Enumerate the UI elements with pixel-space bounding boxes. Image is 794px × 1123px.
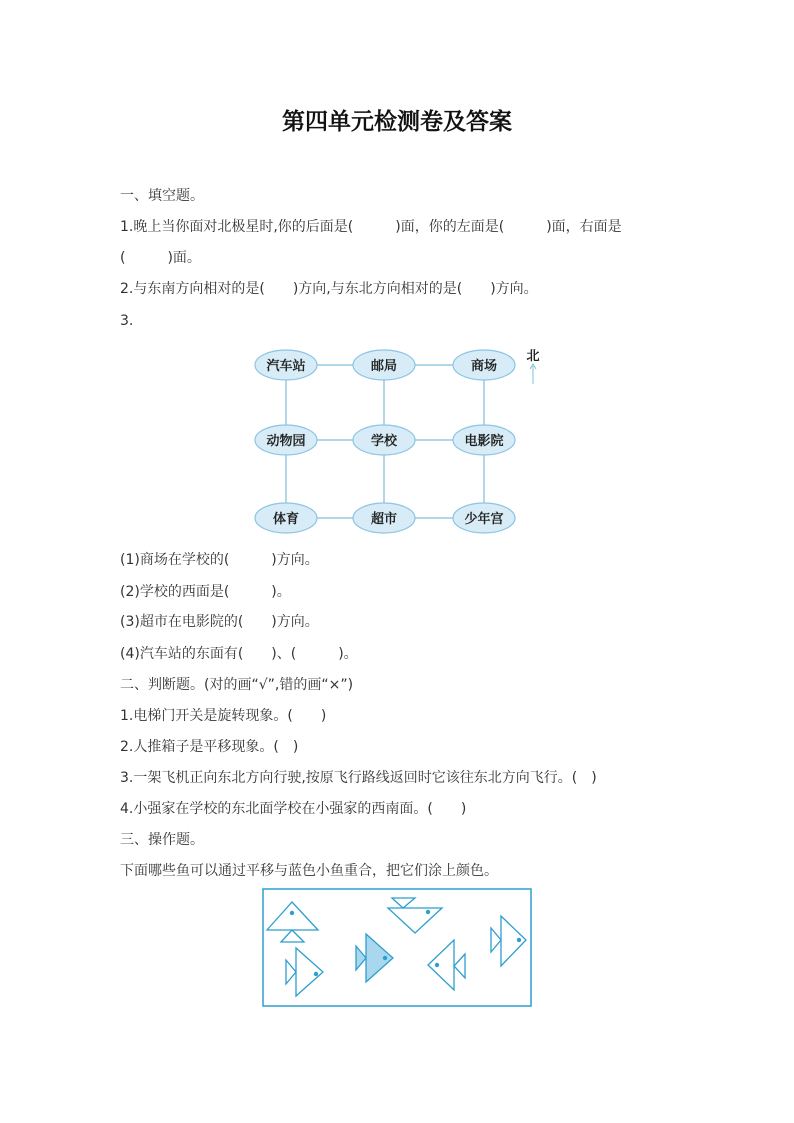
svg-text:学校: 学校 (370, 434, 398, 449)
north-label: 北 (526, 349, 540, 364)
map-node-zoo (255, 425, 317, 455)
page-title: 第四单元检测卷及答案 (282, 109, 512, 135)
fish-translation-panel (262, 888, 532, 1008)
section-heading-operate: 三、操作题。 (120, 832, 204, 848)
svg-text:动物园: 动物园 (266, 434, 306, 449)
map-node-cinema (453, 425, 515, 455)
svg-text:商场: 商场 (470, 359, 498, 374)
question-1-line-2: ( )面。 (120, 250, 201, 266)
svg-text:体育: 体育 (272, 512, 300, 527)
operate-instruction: 下面哪些鱼可以通过平移与蓝色小鱼重合，把它们涂上颜色。 (120, 863, 498, 879)
section-heading-fill: 一、填空题。 (120, 188, 204, 204)
judge-item-4: 4.小强家在学校的东北面学校在小强家的西南面。( ) (120, 801, 467, 817)
question-2: 2.与东南方向相对的是( )方向,与东北方向相对的是( )方向。 (120, 281, 538, 297)
direction-map-diagram (250, 338, 550, 538)
question-3-label: 3. (120, 313, 134, 329)
question-1-line-1: 1.晚上当你面对北极星时,你的后面是( )面，你的左面是( )面，右面是 (120, 219, 622, 235)
question-3-sub-2: (2)学校的西面是( )。 (120, 584, 291, 600)
question-3-sub-3: (3)超市在电影院的( )方向。 (120, 614, 319, 630)
map-node-youth-palace (453, 503, 515, 533)
judge-item-2: 2.人推箱子是平移现象。( ) (120, 739, 299, 755)
svg-text:汽车站: 汽车站 (266, 359, 306, 374)
map-node-bus-station (255, 350, 317, 380)
map-node-mall (453, 350, 515, 380)
question-3-sub-1: (1)商场在学校的( )方向。 (120, 552, 319, 568)
svg-text:超市: 超市 (370, 512, 398, 527)
svg-text:少年宫: 少年宫 (464, 512, 504, 527)
map-node-sports (255, 503, 317, 533)
judge-item-1: 1.电梯门开关是旋转现象。( ) (120, 708, 327, 724)
section-heading-judge: 二、判断题。(对的画“√”,错的画“×”) (120, 677, 354, 693)
question-3-sub-4: (4)汽车站的东面有( )、( )。 (120, 646, 358, 662)
judge-item-3: 3.一架飞机正向东北方向行驶,按原飞行路线返回时它该往东北方向飞行。( ) (120, 770, 597, 786)
map-node-supermarket (353, 503, 415, 533)
map-node-post-office (353, 350, 415, 380)
svg-text:邮局: 邮局 (370, 359, 398, 374)
map-node-school (353, 425, 415, 455)
north-arrow-icon (530, 364, 536, 384)
svg-text:电影院: 电影院 (464, 434, 504, 449)
